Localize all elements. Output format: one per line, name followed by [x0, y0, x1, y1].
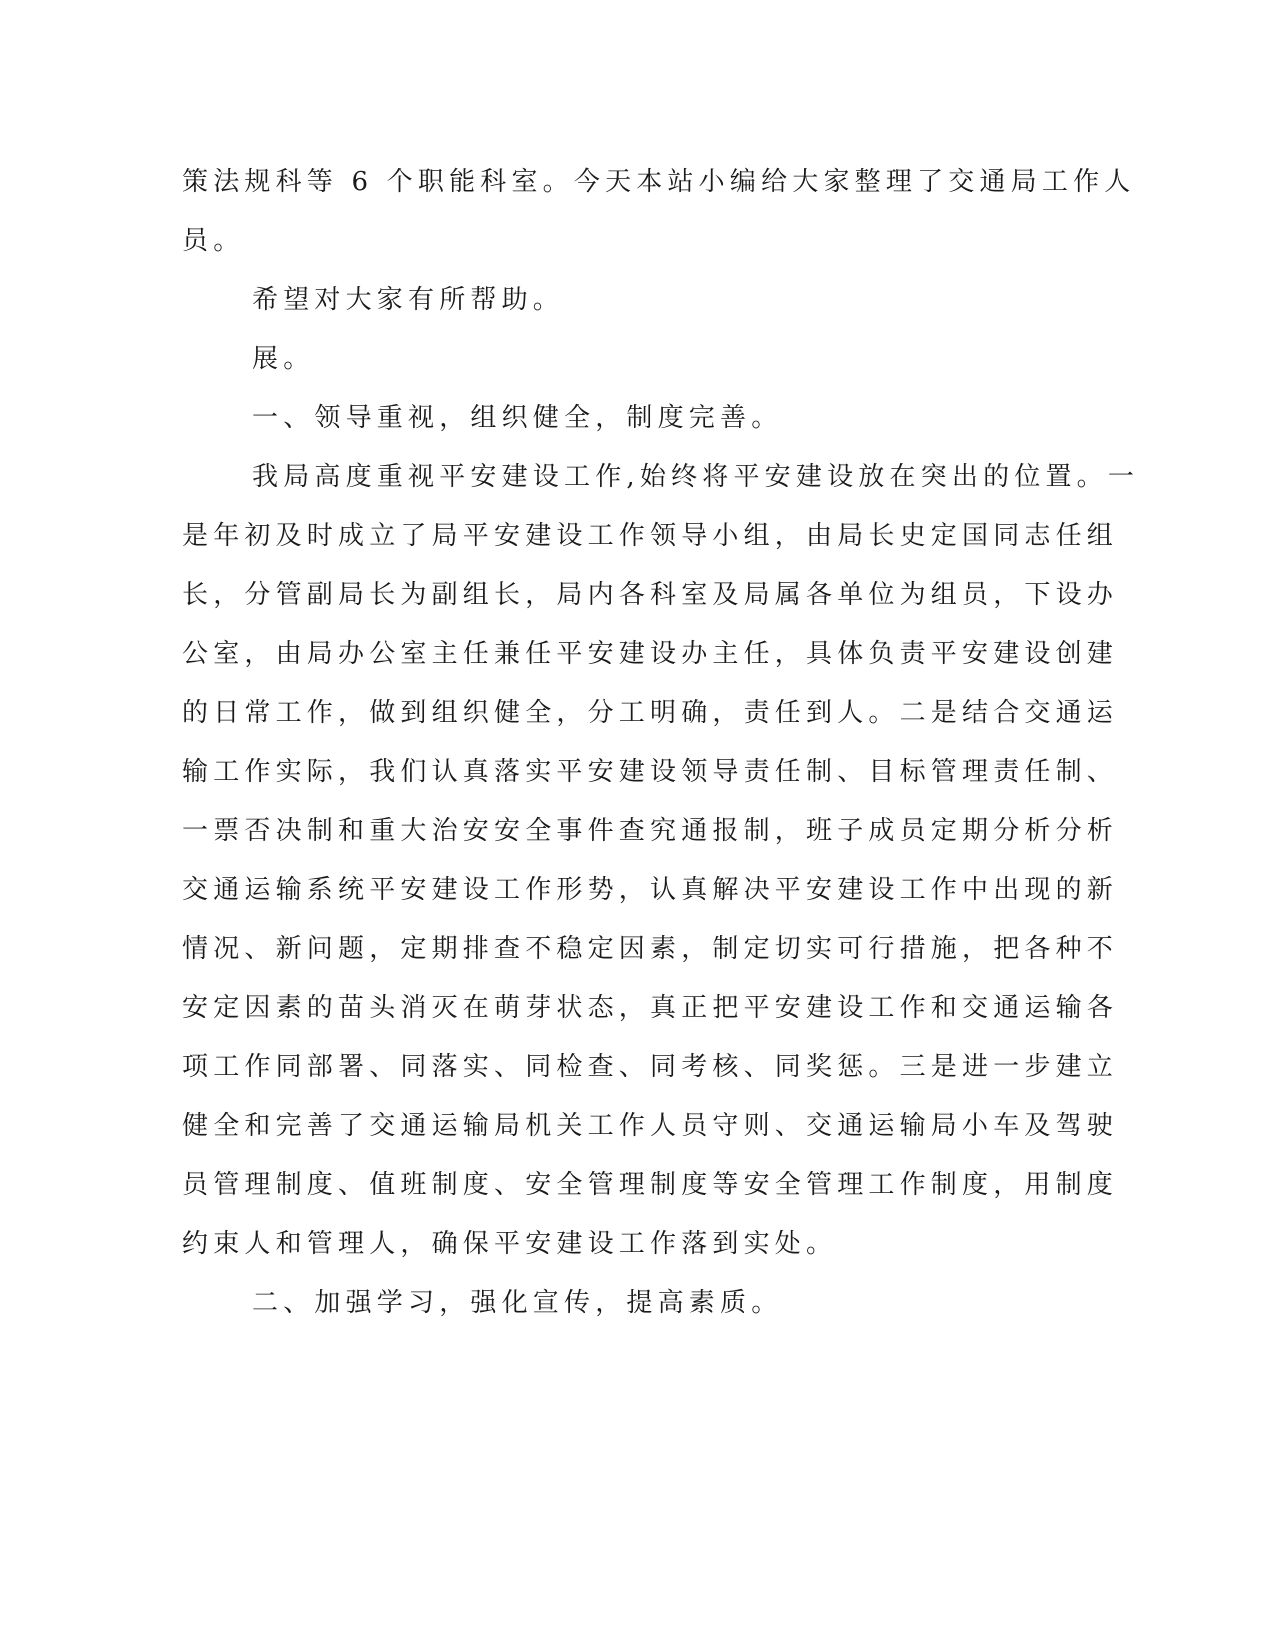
text-line: 输工作实际，我们认真落实平安建设领导责任制、目标管理责任制、	[182, 757, 1119, 787]
text-line: 二、加强学习，强化宣传，提高素质。	[252, 1288, 783, 1318]
text-line: 项工作同部署、同落实、同检查、同考核、同奖惩。三是进一步建立	[182, 1052, 1119, 1082]
text-line: 的日常工作，做到组织健全，分工明确，责任到人。二是结合交通运	[182, 698, 1119, 728]
document-page	[182, 153, 1140, 1333]
text-line: 长，分管副局长为副组长，局内各科室及局属各单位为组员，下设办	[182, 580, 1119, 610]
text-line: 安定因素的苗头消灭在萌芽状态，真正把平安建设工作和交通运输各	[182, 993, 1119, 1023]
text-line: 情况、新问题，定期排查不稳定因素，制定切实可行措施，把各种不	[182, 934, 1119, 964]
text-line: 员管理制度、值班制度、安全管理制度等安全管理工作制度，用制度	[182, 1170, 1119, 1200]
text-line: 是年初及时成立了局平安建设工作领导小组，由局长史定国同志任组	[182, 521, 1119, 551]
text-line: 策法规科等 6 个职能科室。今天本站小编给大家整理了交通局工作人	[182, 167, 1136, 197]
paragraph-intro	[182, 153, 1136, 271]
text-line: 约束人和管理人，确保平安建设工作落到实处。	[182, 1229, 838, 1259]
text-line: 健全和完善了交通运输局机关工作人员守则、交通运输局小车及驾驶	[182, 1111, 1119, 1141]
paragraph-hope	[182, 271, 1032, 330]
text-line: 交通运输系统平安建设工作形势，认真解决平安建设工作中出现的新	[182, 875, 1119, 905]
text-line: 我局高度重视平安建设工作,始终将平安建设放在突出的位置。一	[252, 462, 1140, 492]
text-line: 公室，由局办公室主任兼任平安建设办主任，具体负责平安建设创建	[182, 639, 1119, 669]
text-line: 一票否决制和重大治安安全事件查究通报制，班子成员定期分析分析	[182, 816, 1119, 846]
text-line: 一、领导重视，组织健全，制度完善。	[252, 403, 783, 433]
paragraph-body	[182, 448, 1140, 1274]
section-heading-1	[182, 389, 1032, 448]
section-heading-2	[182, 1274, 1032, 1333]
text-line: 员。	[182, 226, 245, 256]
text-line: 展。	[252, 344, 315, 374]
paragraph-zhan	[182, 330, 1032, 389]
text-line: 希望对大家有所帮助。	[252, 285, 565, 315]
